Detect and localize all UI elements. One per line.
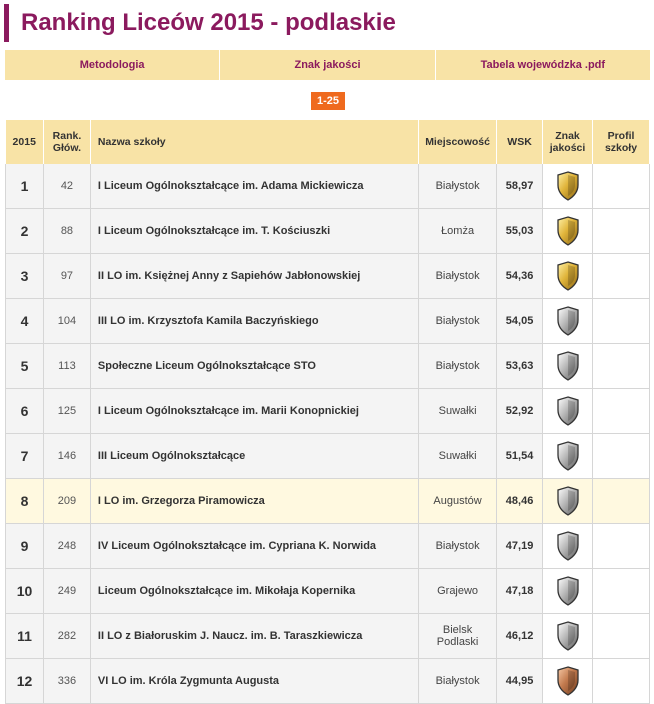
cell-city: Suwałki [419,434,497,479]
cell-quality-badge [543,479,593,524]
cell-school-name[interactable]: Społeczne Liceum Ogólnokształcące STO [90,344,418,389]
cell-wsk: 58,97 [497,164,543,209]
cell-wsk: 47,18 [497,569,543,614]
cell-rank-glow: 282 [43,614,90,659]
cell-wsk: 44,95 [497,659,543,704]
cell-rank-glow: 88 [43,209,90,254]
cell-school-profile [593,164,650,209]
cell-city: Augustów [419,479,497,524]
cell-quality-badge [543,209,593,254]
cell-city: Białystok [419,254,497,299]
cell-rank: 10 [6,569,44,614]
cell-rank: 12 [6,659,44,704]
cell-rank-glow: 248 [43,524,90,569]
table-row[interactable] [6,434,650,479]
cell-quality-badge [543,569,593,614]
table-row[interactable] [6,299,650,344]
header-wsk[interactable]: WSK [497,120,543,164]
header-school-profile[interactable]: Profil szkoły [593,120,650,164]
cell-quality-badge [543,344,593,389]
pager-range-button[interactable]: 1-25 [311,92,345,110]
cell-rank-glow: 209 [43,479,90,524]
cell-wsk: 53,63 [497,344,543,389]
cell-quality-badge [543,434,593,479]
table-row[interactable] [6,164,650,209]
cell-rank-glow: 125 [43,389,90,434]
cell-city: Białystok [419,344,497,389]
cell-wsk: 54,36 [497,254,543,299]
header-school-name[interactable]: Nazwa szkoły [90,120,418,164]
cell-school-profile [593,659,650,704]
gold-shield-icon [557,171,579,201]
cell-rank-glow: 336 [43,659,90,704]
cell-school-profile [593,344,650,389]
silver-shield-icon [557,396,579,426]
silver-shield-icon [557,351,579,381]
cell-school-profile [593,524,650,569]
cell-rank: 9 [6,524,44,569]
cell-school-profile [593,569,650,614]
cell-school-name[interactable]: I Liceum Ogólnokształcące im. Marii Konopnickiej [90,389,418,434]
page-title-wrapper [4,4,396,42]
cell-rank: 1 [6,164,44,209]
silver-shield-icon [557,621,579,651]
cell-school-name[interactable]: II LO z Białoruskim J. Naucz. im. B. Taraszkiewicza [90,614,418,659]
table-row[interactable] [6,569,650,614]
cell-school-profile [593,389,650,434]
cell-rank: 2 [6,209,44,254]
cell-quality-badge [543,254,593,299]
gold-shield-icon [557,216,579,246]
silver-shield-icon [557,486,579,516]
cell-rank: 5 [6,344,44,389]
cell-rank: 7 [6,434,44,479]
cell-city: Białystok [419,164,497,209]
cell-rank-glow: 42 [43,164,90,209]
cell-city: Grajewo [419,569,497,614]
header-quality-badge[interactable]: Znak jakości [543,120,593,164]
cell-school-name[interactable]: III Liceum Ogólnokształcące [90,434,418,479]
cell-school-profile [593,299,650,344]
table-row[interactable] [6,659,650,704]
cell-school-profile [593,614,650,659]
cell-rank-glow: 146 [43,434,90,479]
cell-city: Bielsk Podlaski [419,614,497,659]
header-year[interactable]: 2015 [6,120,44,164]
cell-wsk: 55,03 [497,209,543,254]
cell-wsk: 54,05 [497,299,543,344]
cell-wsk: 51,54 [497,434,543,479]
bronze-shield-icon [557,666,579,696]
silver-shield-icon [557,531,579,561]
cell-rank: 6 [6,389,44,434]
cell-rank-glow: 113 [43,344,90,389]
cell-quality-badge [543,299,593,344]
cell-rank-glow: 104 [43,299,90,344]
cell-wsk: 52,92 [497,389,543,434]
nav-znak-jakosci[interactable]: Znak jakości [220,50,435,80]
cell-city: Białystok [419,524,497,569]
cell-school-name[interactable]: II LO im. Księżnej Anny z Sapiehów Jabłonowskiej [90,254,418,299]
cell-city: Białystok [419,659,497,704]
cell-wsk: 47,19 [497,524,543,569]
table-row[interactable] [6,614,650,659]
cell-city: Suwałki [419,389,497,434]
cell-quality-badge [543,659,593,704]
silver-shield-icon [557,576,579,606]
cell-rank: 4 [6,299,44,344]
cell-school-profile [593,254,650,299]
cell-rank-glow: 249 [43,569,90,614]
cell-rank-glow: 97 [43,254,90,299]
cell-school-name[interactable]: I LO im. Grzegorza Piramowicza [90,479,418,524]
cell-quality-badge [543,614,593,659]
cell-city: Łomża [419,209,497,254]
nav-metodologia[interactable]: Metodologia [5,50,220,80]
cell-school-name[interactable]: Liceum Ogólnokształcące im. Mikołaja Kopernika [90,569,418,614]
cell-rank: 3 [6,254,44,299]
table-row[interactable] [6,254,650,299]
silver-shield-icon [557,441,579,471]
cell-wsk: 48,46 [497,479,543,524]
cell-school-name[interactable]: III LO im. Krzysztofa Kamila Baczyńskiego [90,299,418,344]
cell-quality-badge [543,524,593,569]
cell-school-name[interactable]: I Liceum Ogólnokształcące im. T. Kościuszki [90,209,418,254]
cell-quality-badge [543,389,593,434]
table-row[interactable] [6,389,650,434]
cell-school-profile [593,434,650,479]
cell-rank: 11 [6,614,44,659]
silver-shield-icon [557,306,579,336]
cell-city: Białystok [419,299,497,344]
header-city[interactable]: Miejscowość [419,120,497,164]
table-row[interactable] [6,344,650,389]
cell-school-profile [593,479,650,524]
cell-school-name[interactable]: I Liceum Ogólnokształcące im. Adama Mickiewicza [90,164,418,209]
table-header-row [6,120,650,164]
table-row[interactable] [6,524,650,569]
table-row[interactable] [6,479,650,524]
header-rank-glow[interactable]: Rank. Głów. [43,120,90,164]
nav-tabela-pdf[interactable]: Tabela wojewódzka .pdf [480,59,606,71]
cell-quality-badge [543,164,593,209]
cell-wsk: 46,12 [497,614,543,659]
cell-school-name[interactable]: VI LO im. Króla Zygmunta Augusta [90,659,418,704]
cell-school-name[interactable]: IV Liceum Ogólnokształcące im. Cypriana K. Norwida [90,524,418,569]
cell-rank: 8 [6,479,44,524]
ranking-table [5,120,650,704]
gold-shield-icon [557,261,579,291]
top-nav [5,50,650,80]
page-title: Ranking Liceów 2015 - podlaskie [21,9,396,36]
table-row[interactable] [6,209,650,254]
cell-school-profile [593,209,650,254]
